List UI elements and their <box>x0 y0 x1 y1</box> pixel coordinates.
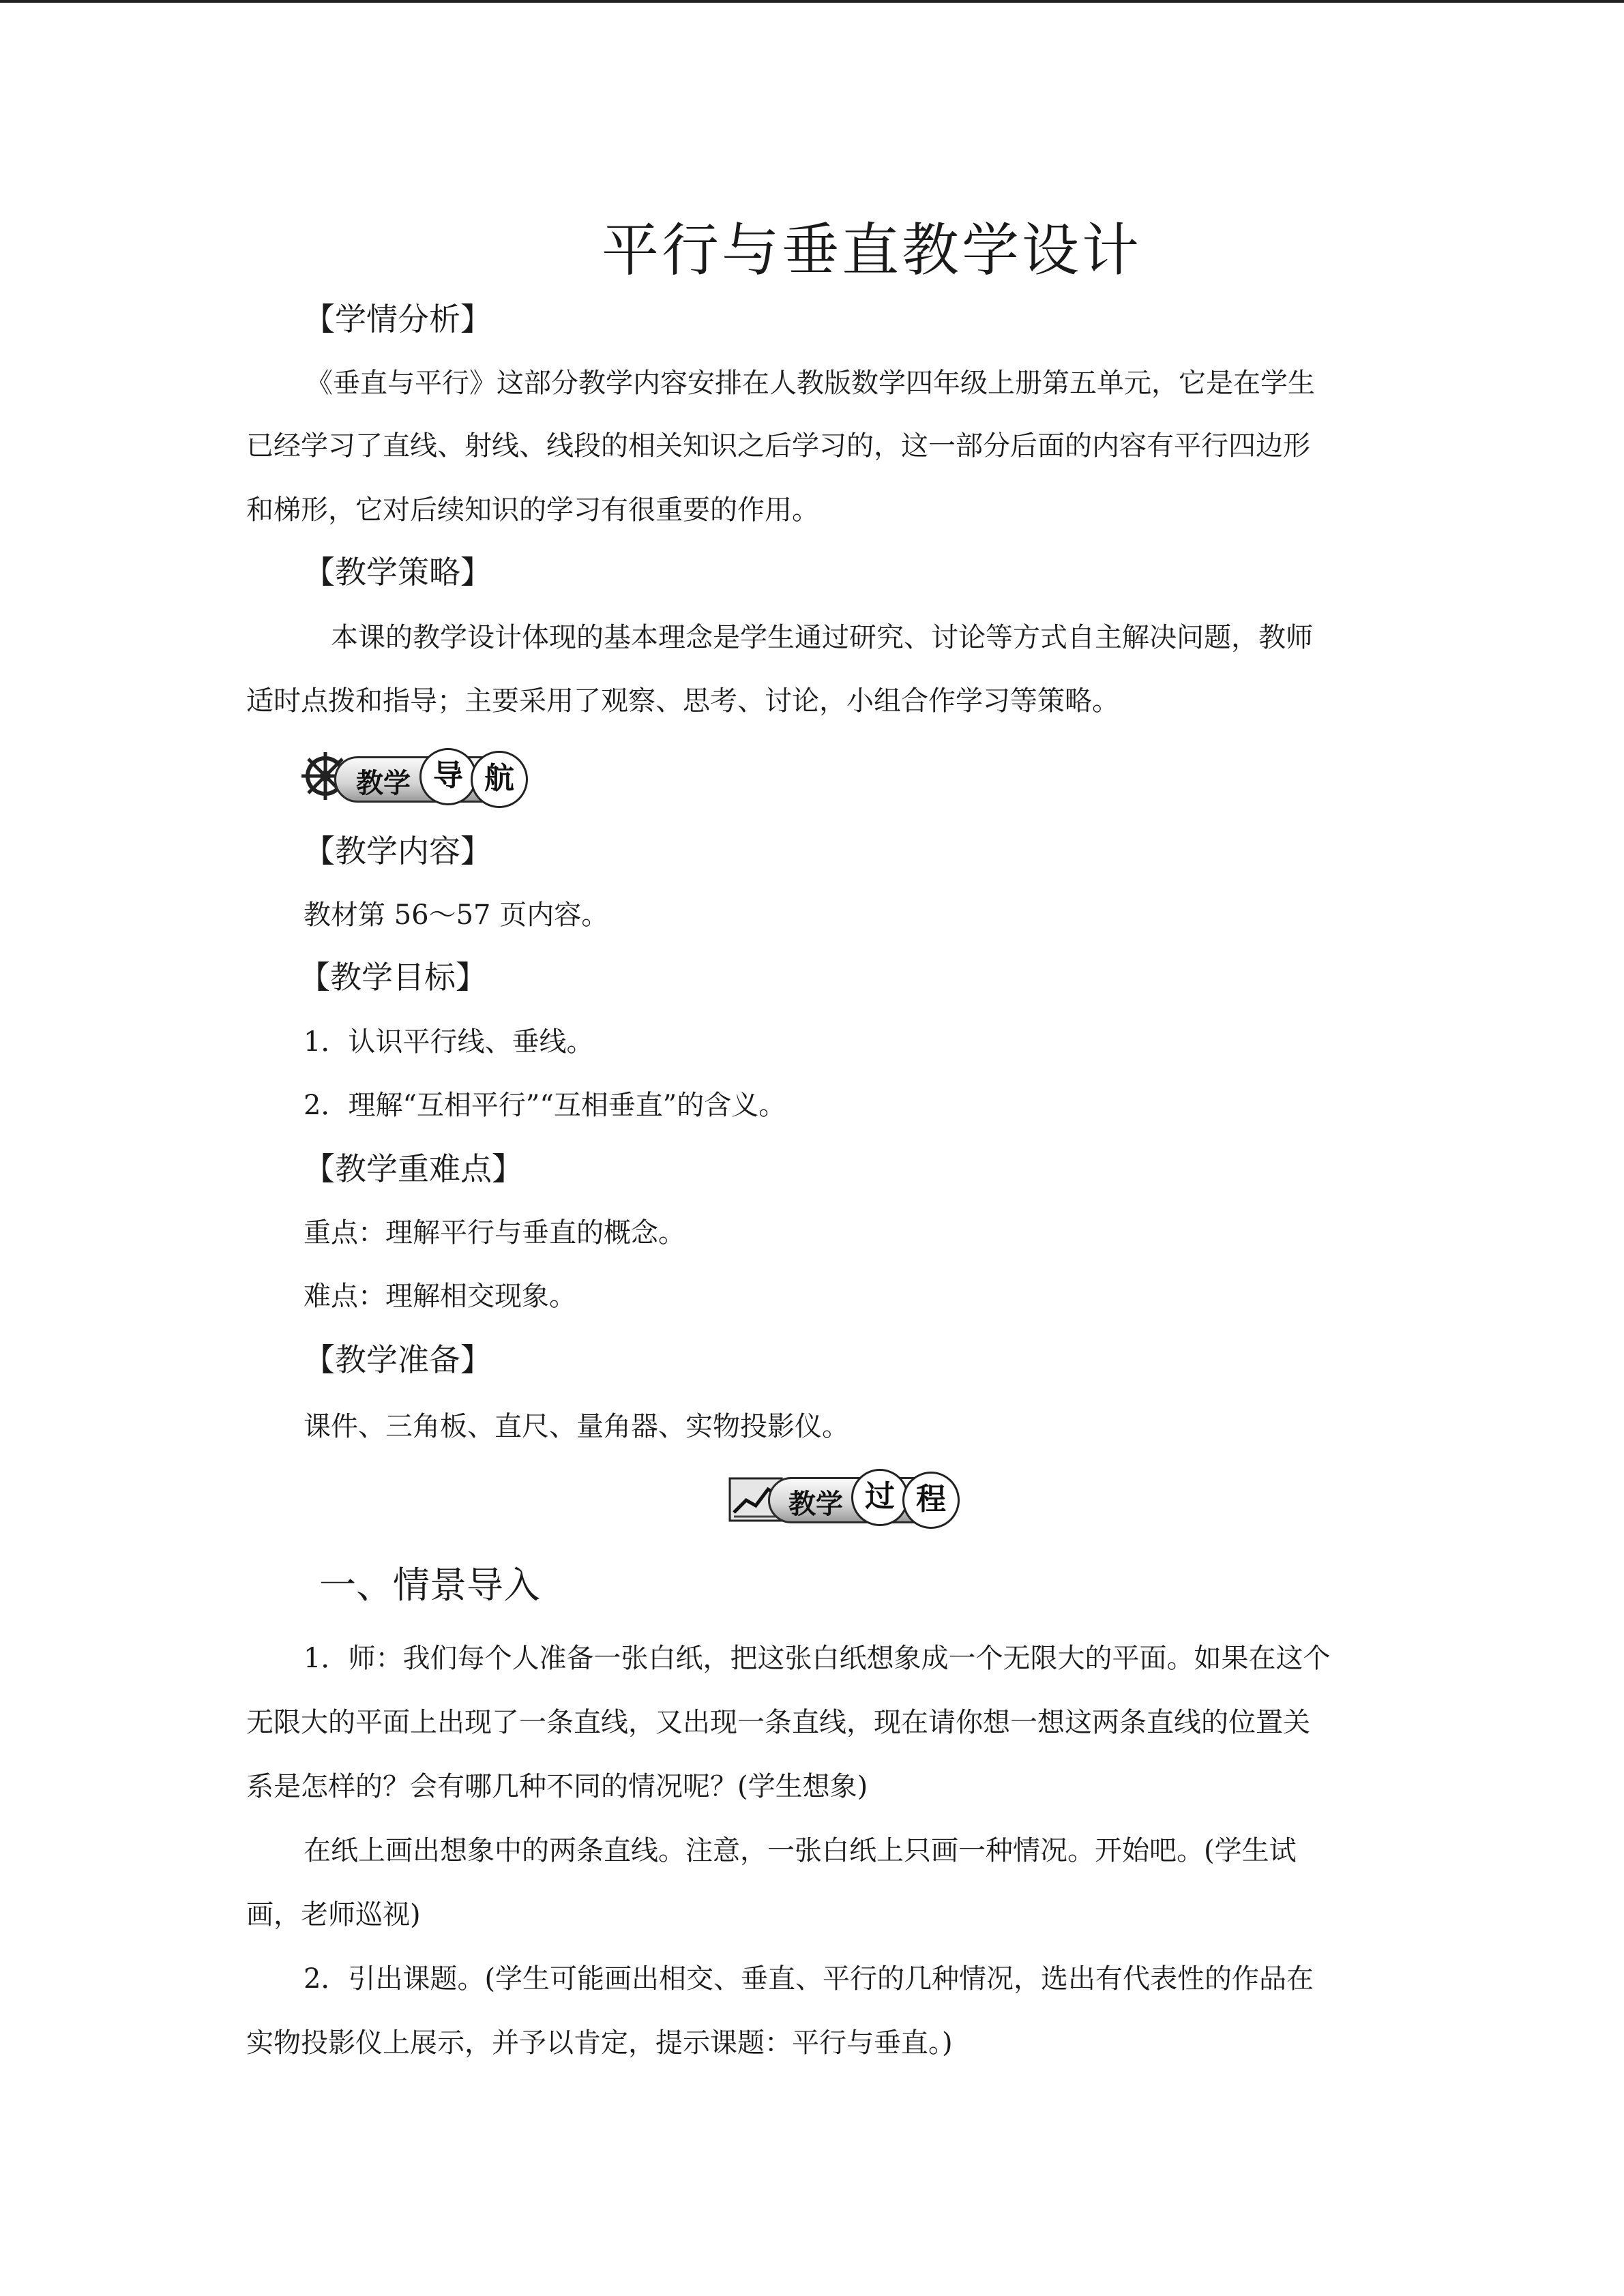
part1-p1-line-2: 无限大的平面上出现了一条直线，又出现一条直线，现在请你想一想这两条直线的位置关 <box>246 1707 1310 1738</box>
part1-p3-line-2: 实物投影仪上展示，并予以肯定，提示课题：平行与垂直。) <box>246 2027 953 2059</box>
badge-process-text: 教学 <box>788 1489 843 1520</box>
nandian-text: 难点：理解相交现象。 <box>304 1281 576 1312</box>
part1-p2-line-2: 画，老师巡视) <box>246 1899 421 1930</box>
mubiao-item-1: 1．认识平行线、垂线。 <box>304 1026 594 1058</box>
mubiao-item-2: 2．理解“互相平行”“互相垂直”的含义。 <box>304 1090 786 1121</box>
badge-nav-accent: 导 <box>419 748 477 805</box>
badge-nav-accent2: 航 <box>471 751 528 808</box>
teaching-navigation-badge <box>300 747 529 808</box>
heading-zhunbei: 【教学准备】 <box>304 1341 492 1378</box>
heading-celue: 【教学策略】 <box>304 554 492 591</box>
part1-p2-line-1: 在纸上画出想象中的两条直线。注意，一张白纸上只画一种情况。开始吧。(学生试 <box>304 1835 1297 1866</box>
xueqing-line-3: 和梯形，它对后续知识的学习有很重要的作用。 <box>246 494 819 526</box>
part1-p1-line-1: 1．师：我们每个人准备一张白纸，把这张白纸想象成一个无限大的平面。如果在这个 <box>304 1643 1331 1674</box>
heading-part1: 一、情景导入 <box>319 1564 540 1607</box>
celue-line-1: 本课的教学设计体现的基本理念是学生通过研究、讨论等方式自主解决问题，教师 <box>331 622 1313 653</box>
badge-nav-text: 教学 <box>356 768 411 799</box>
celue-line-2: 适时点拨和指导；主要采用了观察、思考、讨论，小组合作学习等策略。 <box>246 685 1119 717</box>
top-border-line <box>0 0 1624 3</box>
zhunbei-text: 课件、三角板、直尺、量角器、实物投影仪。 <box>304 1411 849 1442</box>
heading-xueqing: 【学情分析】 <box>304 301 492 338</box>
heading-neirong: 【教学内容】 <box>304 833 492 869</box>
badge-process-accent2: 程 <box>902 1472 960 1529</box>
heading-zhongnandian: 【教学重难点】 <box>304 1150 523 1187</box>
heading-mubiao: 【教学目标】 <box>299 959 487 996</box>
neirong-text: 教材第 56～57 页内容。 <box>304 899 609 931</box>
badge-process-accent: 过 <box>851 1469 909 1526</box>
xueqing-line-2: 已经学习了直线、射线、线段的相关知识之后学习的，这一部分后面的内容有平行四边形 <box>246 430 1310 462</box>
teaching-process-badge <box>728 1467 960 1529</box>
zhongdian-text: 重点：理解平行与垂直的概念。 <box>304 1217 685 1249</box>
part1-p1-line-3: 系是怎样的？会有哪几种不同的情况呢？(学生想象) <box>246 1771 868 1802</box>
xueqing-line-1: 《垂直与平行》这部分教学内容安排在人教版数学四年级上册第五单元，它是在学生 <box>306 368 1315 399</box>
part1-p3-line-1: 2．引出课题。(学生可能画出相交、垂直、平行的几种情况，选出有代表性的作品在 <box>304 1963 1314 1995</box>
page-title: 平行与垂直教学设计 <box>602 217 1142 284</box>
